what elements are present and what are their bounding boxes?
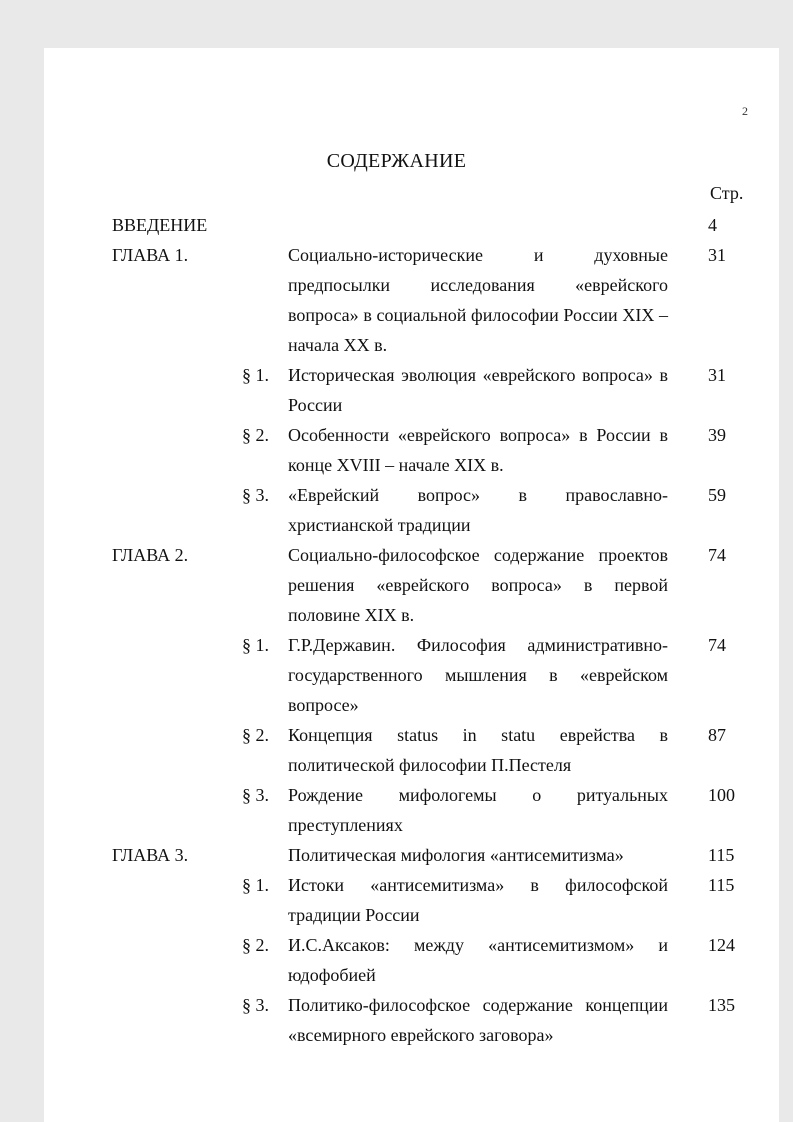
entry-label: ГЛАВА 2. xyxy=(112,545,189,565)
entry-page: 87 xyxy=(708,725,726,745)
entry-section: § 1. xyxy=(242,875,269,895)
entry-section: § 2. xyxy=(242,425,269,445)
entry-title: «Еврейский вопрос» в православно-христианской традиции xyxy=(288,485,668,535)
entry-label: ВВЕДЕНИЕ xyxy=(112,215,208,235)
entry-title: Политико-философское содержание концепции «всемирного еврейского заговора» xyxy=(288,995,668,1045)
entry-title xyxy=(288,210,668,240)
entry-title: Социально-исторические и духовные предпосылки исследования «еврейского вопроса» в социальной философии России XIX – начала XX в. xyxy=(288,245,668,355)
entry-section: § 3. xyxy=(242,485,269,505)
toc-entry-chapter-1-section-3 xyxy=(0,480,793,540)
entry-page: 100 xyxy=(708,785,735,805)
entry-page: 74 xyxy=(708,635,726,655)
toc-entry-chapter-2-section-3 xyxy=(0,780,793,840)
toc-entry-chapter-1-section-1 xyxy=(0,360,793,420)
entry-section: § 1. xyxy=(242,635,269,655)
toc-entry-chapter-2-section-2 xyxy=(0,720,793,780)
entry-section: § 2. xyxy=(242,935,269,955)
toc-entry-chapter-3 xyxy=(0,840,793,870)
entry-title: И.С.Аксаков: между «антисемитизмом» и юдофобией xyxy=(288,935,668,985)
entry-page: 115 xyxy=(708,845,735,865)
entry-title: Особенности «еврейского вопроса» в России в конце XVIII – начале XIX в. xyxy=(288,425,668,475)
toc-entry-chapter-2 xyxy=(0,540,793,630)
table-of-contents xyxy=(0,210,793,1050)
entry-page: 31 xyxy=(708,245,726,265)
entry-title: Рождение мифологемы о ритуальных преступлениях xyxy=(288,785,668,835)
page-title: СОДЕРЖАНИЕ xyxy=(326,150,467,172)
entry-page: 59 xyxy=(708,485,726,505)
entry-page: 74 xyxy=(708,545,726,565)
entry-title: Истоки «антисемитизма» в философской традиции России xyxy=(288,875,668,925)
page-number: 2 xyxy=(742,104,748,118)
entry-page: 31 xyxy=(708,365,726,385)
entry-title: Концепция status in statu еврейства в политической философии П.Пестеля xyxy=(288,725,668,775)
entry-title: Г.Р.Державин. Философия административно-государственного мышления в «еврейском вопросе» xyxy=(288,635,668,715)
entry-page: 124 xyxy=(708,935,735,955)
toc-entry-chapter-3-section-1 xyxy=(0,870,793,930)
entry-section: § 2. xyxy=(242,725,269,745)
entry-page: 115 xyxy=(708,875,735,895)
toc-entry-chapter-1-section-2 xyxy=(0,420,793,480)
entry-page: 39 xyxy=(708,425,726,445)
entry-section: § 3. xyxy=(242,785,269,805)
entry-title: Политическая мифология «антисемитизма» xyxy=(288,845,624,865)
entry-section: § 1. xyxy=(242,365,269,385)
toc-entry-chapter-3-section-2 xyxy=(0,930,793,990)
page-column-label: Стр. xyxy=(710,183,744,203)
toc-entry-introduction xyxy=(0,210,793,240)
entry-title: Историческая эволюция «еврейского вопроса» в России xyxy=(288,365,668,415)
entry-page: 4 xyxy=(708,215,717,235)
toc-entry-chapter-3-section-3 xyxy=(0,990,793,1050)
entry-section: § 3. xyxy=(242,995,269,1015)
entry-page: 135 xyxy=(708,995,735,1015)
entry-label: ГЛАВА 3. xyxy=(112,845,189,865)
entry-label: ГЛАВА 1. xyxy=(112,245,189,265)
entry-title: Социально-философское содержание проектов решения «еврейского вопроса» в первой половине XIX в. xyxy=(288,545,668,625)
toc-entry-chapter-2-section-1 xyxy=(0,630,793,720)
toc-entry-chapter-1 xyxy=(0,240,793,360)
